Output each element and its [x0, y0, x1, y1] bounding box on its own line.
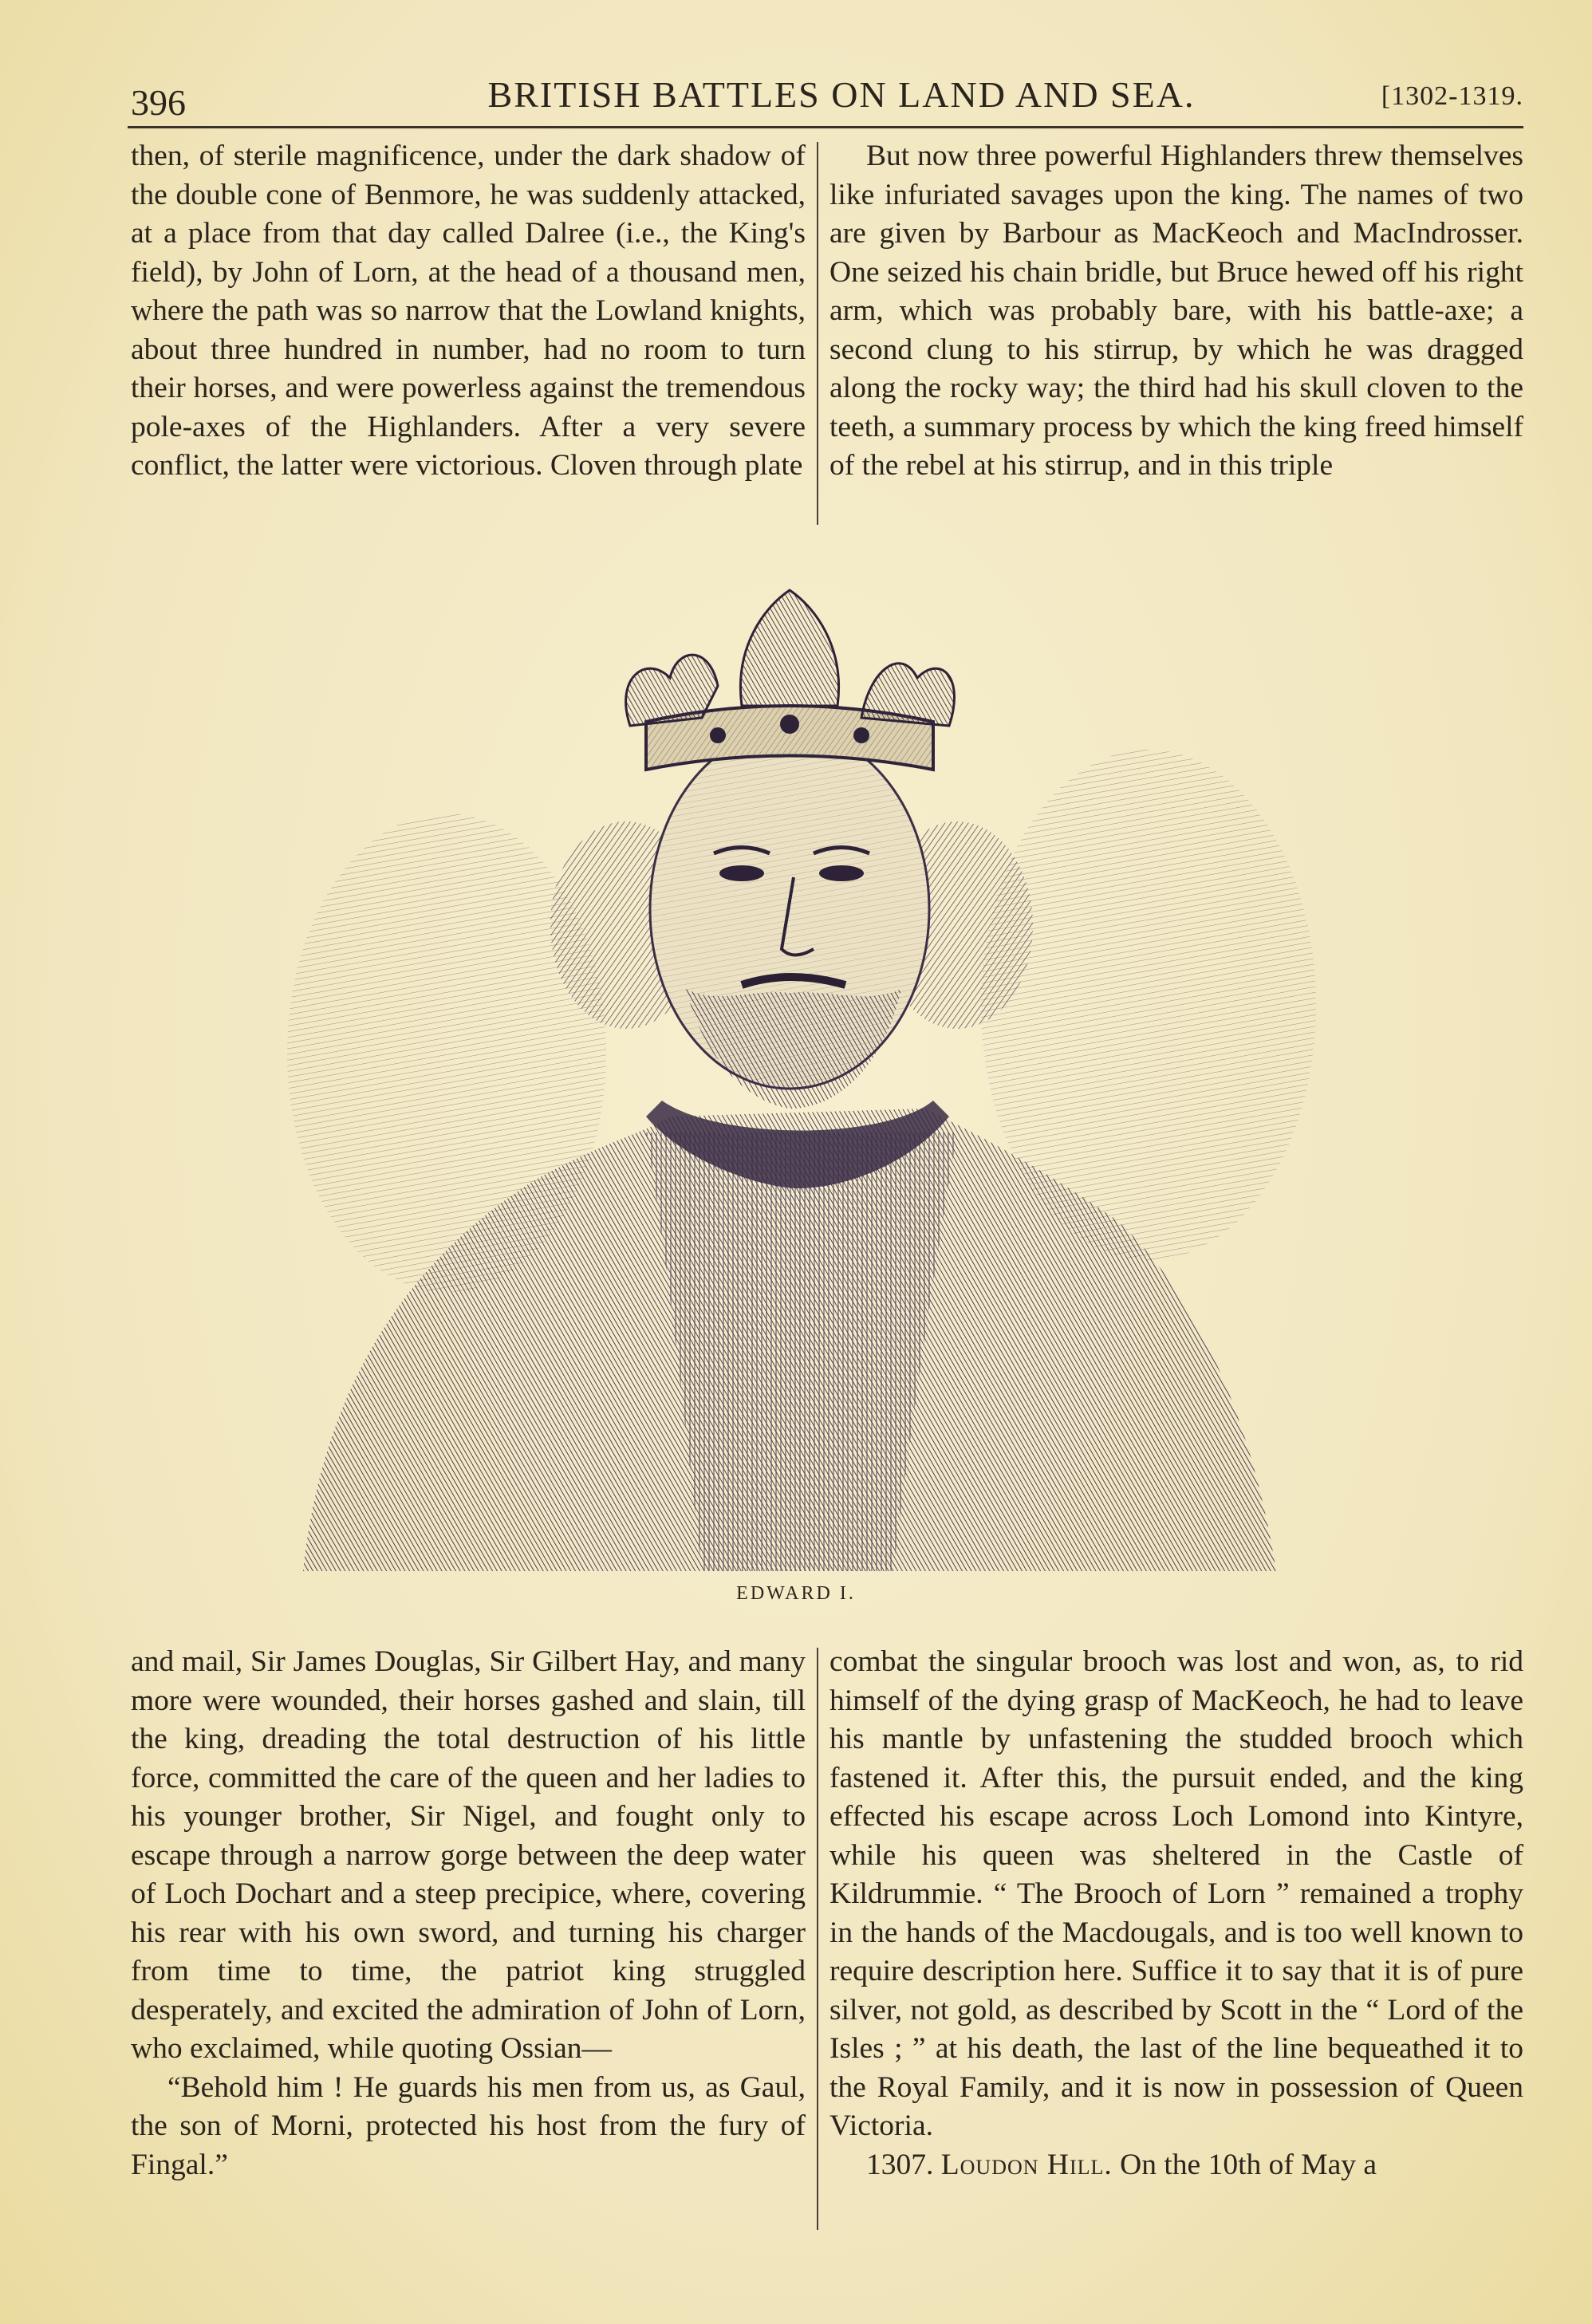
top-right-column [829, 137, 1523, 486]
section-title: Loudon Hill. [940, 2148, 1113, 2181]
page-header [128, 73, 1523, 123]
column-divider [817, 1648, 818, 2230]
column-divider [817, 142, 818, 525]
bottom-left-column [131, 1643, 806, 2184]
paragraph: combat the singular brooch was lost and won, as, to rid himself of the dying grasp of MacKeoch, he had to leave his mantle by unfastening the studded brooch which fastened it. After this, the pursuit ended, and the king effected his escape across Loch Lomond into Kintyre, while his queen was sheltered in the Castle of Kildrummie. “ The Brooch of Lorn ” remained a trophy in the hands of the Macdougals, and is too well known to require description here. Suffice it to say that it is of pure silver, not gold, as described by Scott in the “ Lord of the Isles ; ” at his death, the last of the line bequeathed it to the Royal Family, and it is now in possession of Queen Victoria. [829, 1645, 1523, 2142]
paragraph: then, of sterile magnificence, under the dark shadow of the double cone of Benmore, he was suddenly attacked, at a place from that day called Dalree (i.e., the King's field), by John of Lorn, at the head of a thousand men, where the path was so narrow that the Lowland knights, about three hundred in number, had no room to turn their horses, and were powerless against the tremendous pole-axes of the Highlanders. After a very severe conflict, the latter were victorious. Cloven through plate [131, 140, 806, 482]
page-number: 396 [131, 82, 186, 123]
section-text: On the 10th of May a [1120, 2148, 1377, 2181]
header-rule [128, 126, 1523, 128]
top-left-column [131, 137, 806, 486]
section-year: 1307. [866, 2148, 934, 2181]
paragraph: But now three powerful Highlanders threw themselves like infuriated savages upon the king. The names of two are given by Barbour as MacKeoch and MacIndrosser. One seized his chain bridle, but Bruce hewed off his right arm, which was probably bare, with his battle-axe; a second clung to his stirrup, by which he was dragged along the rocky way; the third had his skull cloven to the teeth, a summary process by which the king freed himself of the rebel at his stirrup, and in this triple [829, 140, 1523, 482]
paragraph: and mail, Sir James Douglas, Sir Gilbert Hay, and many more were wounded, their horses gashed and slain, till the king, dreading the total destruction of his little force, committed the care of the queen and her ladies to his younger brother, Sir Nigel, and fought only to escape through a narrow gorge between the deep water of Loch Dochart and a steep precipice, where, covering his rear with his own sword, and turning his charger from time to time, the patriot king struggled desperately, and excited the admiration of John of Lorn, who exclaimed, while quoting Ossian— [131, 1645, 806, 2065]
section-start [829, 2146, 1523, 2185]
running-title: BRITISH BATTLES ON LAND AND SEA. [487, 74, 1196, 115]
figure-caption: EDWARD I. [736, 1583, 856, 1604]
portrait-engraving [271, 558, 1324, 1571]
bottom-right-column [829, 1643, 1523, 2184]
quotation: “Behold him ! He guards his men from us, as Gaul, the son of Morni, protected his host from the fury of Fingal.” [131, 2070, 806, 2181]
date-range: [1302-1319. [1381, 81, 1523, 111]
